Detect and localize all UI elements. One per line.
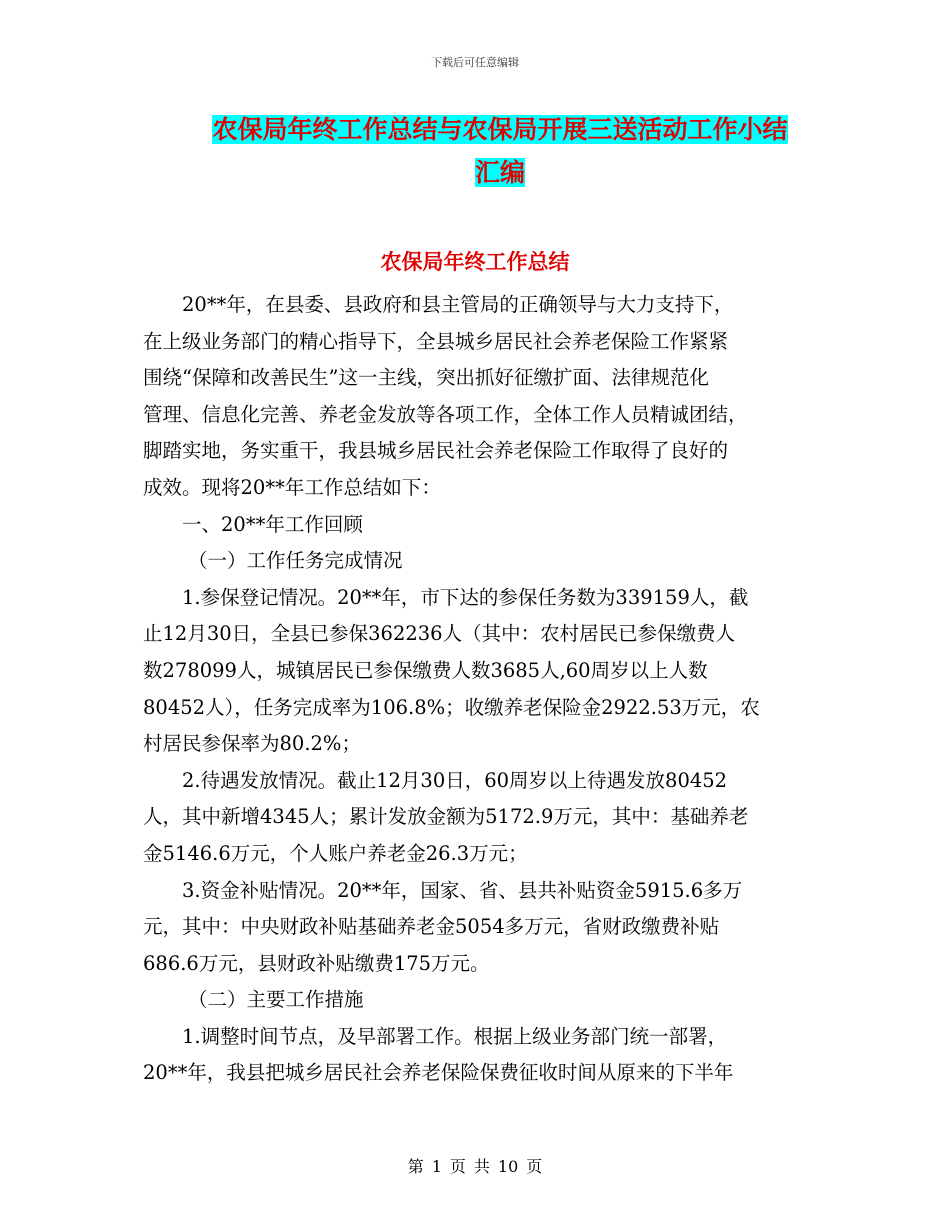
footer-label: 共: [473, 1157, 490, 1176]
paragraph-line: 管理、信息化完善、养老金发放等各项工作，全体工作人员精诚团结，: [143, 402, 748, 426]
page-footer: [0, 1154, 950, 1177]
paragraph-line: 人，其中新增4345人；累计发放金额为5172.9万元，其中：基础养老: [143, 805, 749, 829]
paragraph-line: 金5146.6万元，个人账户养老金26.3万元；: [143, 841, 528, 865]
paragraph-line: 元，其中：中央财政补贴基础养老金5054多万元，省财政缴费补贴: [143, 915, 720, 939]
subheading-line: （二）主要工作措施: [188, 988, 364, 1012]
paragraph-line: 3.资金补贴情况。20**年，国家、省、县共补贴资金5915.6多万: [182, 878, 743, 902]
paragraph-line: 围绕“保障和改善民生”这一主线，突出抓好征缴扩面、法律规范化: [143, 366, 709, 390]
document-body: [143, 287, 813, 1092]
title-highlight-1: 农保局年终工作总结与农保局开展三送活动工作小结: [212, 115, 788, 144]
paragraph-line: 1.参保登记情况。20**年，市下达的参保任务数为339159人，截: [182, 585, 749, 609]
footer-label: 第: [407, 1157, 424, 1176]
paragraph-line: 686.6万元，县财政补贴缴费175万元。: [143, 951, 490, 975]
paragraph-line: 止12月30日，全县已参保362236人（其中：农村居民已参保缴费人: [143, 622, 736, 646]
footer-label: 页: [449, 1157, 466, 1176]
document-title-line-2: [195, 150, 805, 196]
paragraph-line: 20**年，我县把城乡居民社会养老保险保费征收时间从原来的下半年: [143, 1061, 734, 1085]
page-number: 1: [431, 1157, 442, 1176]
paragraph-line: 成效。现将20**年工作总结如下：: [143, 475, 441, 499]
paragraph-line: 20**年，在县委、县政府和县主管局的正确领导与大力支持下，: [182, 293, 734, 316]
paragraph-line: 村居民参保率为80.2%；: [143, 732, 361, 756]
document-title-line-1: [195, 107, 805, 153]
paragraph-line: 80452人），任务完成率为106.8%；收缴养老保险金2922.53万元，农: [143, 695, 760, 719]
paragraph-line: 脚踏实地，务实重干，我县城乡居民社会养老保险工作取得了良好的: [143, 439, 729, 463]
footer-label: 页: [526, 1157, 543, 1176]
paragraph-line: 数278099人，城镇居民已参保缴费人数3685人,60周岁以上人数: [143, 658, 708, 682]
title-highlight-2: 汇编: [474, 158, 525, 187]
total-pages: 10: [497, 1157, 519, 1176]
section-title: 农保局年终工作总结: [380, 250, 570, 274]
page-header: 下载后可任意编辑: [431, 56, 519, 69]
paragraph-line: 1.调整时间节点，及早部署工作。根据上级业务部门统一部署，: [182, 1024, 728, 1048]
heading-line: 一、20**年工作回顾: [182, 512, 363, 536]
paragraph-line: 在上级业务部门的精心指导下，全县城乡居民社会养老保险工作紧紧: [143, 329, 729, 353]
paragraph-line: 2.待遇发放情况。截止12月30日，60周岁以上待遇发放80452: [182, 768, 728, 792]
subheading-line: （一）工作任务完成情况: [188, 549, 403, 573]
